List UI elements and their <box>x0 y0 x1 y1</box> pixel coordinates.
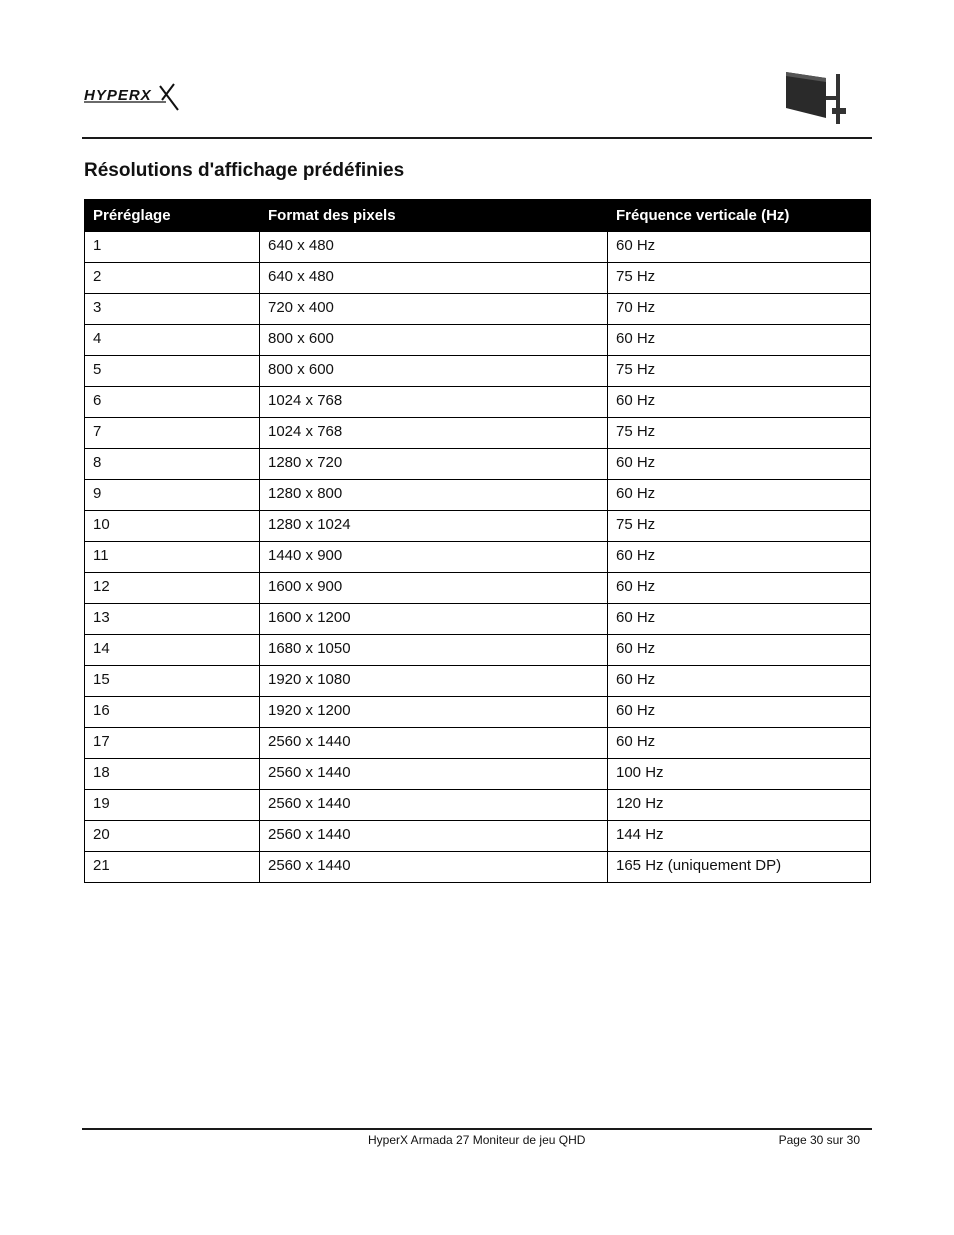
cell-preset: 13 <box>85 604 260 635</box>
table-row <box>85 635 871 666</box>
monitor-arm-icon <box>780 68 860 131</box>
table-row <box>85 449 871 480</box>
cell-pixel-format: 1600 x 1200 <box>260 604 608 635</box>
table-row <box>85 263 871 294</box>
cell-vertical-frequency: 60 Hz <box>608 697 871 728</box>
cell-pixel-format: 1024 x 768 <box>260 387 608 418</box>
cell-vertical-frequency: 60 Hz <box>608 542 871 573</box>
table-row <box>85 387 871 418</box>
cell-vertical-frequency: 120 Hz <box>608 790 871 821</box>
cell-vertical-frequency: 100 Hz <box>608 759 871 790</box>
cell-vertical-frequency: 60 Hz <box>608 635 871 666</box>
cell-preset: 15 <box>85 666 260 697</box>
cell-vertical-frequency: 60 Hz <box>608 387 871 418</box>
cell-preset: 3 <box>85 294 260 325</box>
cell-vertical-frequency: 75 Hz <box>608 418 871 449</box>
cell-pixel-format: 2560 x 1440 <box>260 759 608 790</box>
table-row <box>85 852 871 883</box>
table-row <box>85 790 871 821</box>
cell-vertical-frequency: 75 Hz <box>608 263 871 294</box>
footer-divider <box>82 1128 872 1130</box>
column-header-pixel-format: Format des pixels <box>260 200 608 232</box>
cell-vertical-frequency: 60 Hz <box>608 325 871 356</box>
cell-vertical-frequency: 165 Hz (uniquement DP) <box>608 852 871 883</box>
cell-pixel-format: 1280 x 1024 <box>260 511 608 542</box>
cell-pixel-format: 1600 x 900 <box>260 573 608 604</box>
cell-preset: 17 <box>85 728 260 759</box>
cell-vertical-frequency: 60 Hz <box>608 604 871 635</box>
cell-vertical-frequency: 60 Hz <box>608 449 871 480</box>
cell-pixel-format: 800 x 600 <box>260 325 608 356</box>
cell-pixel-format: 1440 x 900 <box>260 542 608 573</box>
table-row <box>85 294 871 325</box>
table-row <box>85 573 871 604</box>
table-header-row <box>85 200 871 232</box>
cell-preset: 11 <box>85 542 260 573</box>
cell-pixel-format: 640 x 480 <box>260 232 608 263</box>
cell-vertical-frequency: 60 Hz <box>608 480 871 511</box>
table-row <box>85 728 871 759</box>
cell-preset: 8 <box>85 449 260 480</box>
cell-preset: 1 <box>85 232 260 263</box>
cell-preset: 2 <box>85 263 260 294</box>
cell-pixel-format: 2560 x 1440 <box>260 821 608 852</box>
table-row <box>85 418 871 449</box>
table-row <box>85 232 871 263</box>
cell-pixel-format: 1920 x 1080 <box>260 666 608 697</box>
cell-preset: 9 <box>85 480 260 511</box>
table-row <box>85 542 871 573</box>
cell-vertical-frequency: 75 Hz <box>608 511 871 542</box>
table-row <box>85 356 871 387</box>
cell-pixel-format: 1280 x 800 <box>260 480 608 511</box>
cell-pixel-format: 2560 x 1440 <box>260 790 608 821</box>
column-header-vertical-frequency: Fréquence verticale (Hz) <box>608 200 871 232</box>
table-row <box>85 511 871 542</box>
table-row <box>85 325 871 356</box>
cell-pixel-format: 2560 x 1440 <box>260 728 608 759</box>
cell-preset: 19 <box>85 790 260 821</box>
cell-vertical-frequency: 60 Hz <box>608 573 871 604</box>
cell-preset: 14 <box>85 635 260 666</box>
cell-preset: 7 <box>85 418 260 449</box>
cell-pixel-format: 2560 x 1440 <box>260 852 608 883</box>
cell-preset: 18 <box>85 759 260 790</box>
cell-preset: 12 <box>85 573 260 604</box>
cell-pixel-format: 1680 x 1050 <box>260 635 608 666</box>
cell-preset: 4 <box>85 325 260 356</box>
cell-vertical-frequency: 60 Hz <box>608 666 871 697</box>
cell-vertical-frequency: 70 Hz <box>608 294 871 325</box>
preset-resolutions-table <box>84 199 871 883</box>
table-row <box>85 821 871 852</box>
table-row <box>85 759 871 790</box>
cell-vertical-frequency: 144 Hz <box>608 821 871 852</box>
cell-preset: 5 <box>85 356 260 387</box>
cell-pixel-format: 640 x 480 <box>260 263 608 294</box>
footer-document-name: HyperX Armada 27 Moniteur de jeu QHD <box>368 1133 586 1147</box>
cell-preset: 6 <box>85 387 260 418</box>
hyperx-logo-icon <box>82 78 182 117</box>
column-header-preset: Préréglage <box>85 200 260 232</box>
footer-page-number: Page 30 sur 30 <box>778 1133 860 1147</box>
cell-pixel-format: 1920 x 1200 <box>260 697 608 728</box>
table-row <box>85 480 871 511</box>
cell-pixel-format: 1024 x 768 <box>260 418 608 449</box>
header-divider <box>82 137 872 139</box>
cell-vertical-frequency: 60 Hz <box>608 728 871 759</box>
page-title: Résolutions d'affichage prédéfinies <box>84 160 405 181</box>
cell-vertical-frequency: 75 Hz <box>608 356 871 387</box>
cell-preset: 21 <box>85 852 260 883</box>
cell-pixel-format: 1280 x 720 <box>260 449 608 480</box>
cell-preset: 16 <box>85 697 260 728</box>
cell-pixel-format: 800 x 600 <box>260 356 608 387</box>
logo-text: HYPERX <box>84 87 152 104</box>
table-row <box>85 666 871 697</box>
page-header <box>82 68 872 138</box>
cell-preset: 10 <box>85 511 260 542</box>
table-row <box>85 604 871 635</box>
cell-pixel-format: 720 x 400 <box>260 294 608 325</box>
cell-vertical-frequency: 60 Hz <box>608 232 871 263</box>
cell-preset: 20 <box>85 821 260 852</box>
table-row <box>85 697 871 728</box>
